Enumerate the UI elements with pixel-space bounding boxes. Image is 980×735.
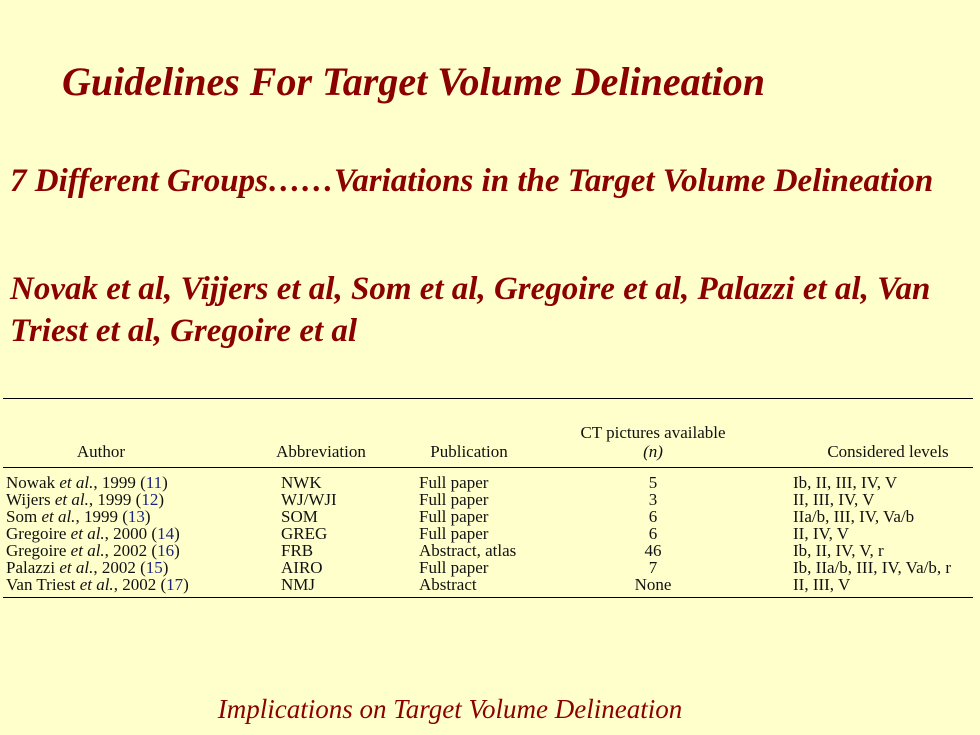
cell-publication: Abstract, atlas [419,541,517,560]
cell-abbreviation: GREG [281,524,328,543]
cell-publication: Full paper [419,558,489,577]
cell-publication: Full paper [419,473,489,492]
cell-publication: Full paper [419,524,489,543]
cell-ct-count: 46 [644,541,662,560]
cell-author: Palazzi et al., 2002 (15) [6,558,169,577]
cell-abbreviation: NWK [281,473,322,492]
table-row [3,559,973,576]
cell-ct-count: 6 [648,507,658,526]
reference-link[interactable]: 14 [157,524,175,543]
cell-ct-count: 6 [648,524,658,543]
table-row [3,508,973,525]
cell-author: Som et al., 1999 (13) [6,507,151,526]
cell-ct-count: 3 [648,490,658,509]
cell-abbreviation: AIRO [281,558,323,577]
table-body [3,468,973,597]
table-row [3,474,973,491]
cell-ct-count: None [634,575,672,594]
authors-subheading: Novak et al, Vijjers et al, Som et al, Gregoire et al, Palazzi et al, Van Triest et al, Gregoire et al [10,271,931,349]
table-row [3,491,973,508]
cell-levels: IIa/b, III, IV, Va/b [793,507,915,526]
reference-link[interactable]: 17 [166,575,184,594]
cell-author: Van Triest et al., 2002 (17) [6,575,189,594]
reference-link[interactable]: 15 [145,558,163,577]
cell-author: Gregoire et al., 2000 (14) [6,524,180,543]
cell-levels: II, III, V [793,575,851,594]
cell-ct-count: 5 [648,473,658,492]
groups-subheading: 7 Different Groups……Variations in the Target Volume Delineation [10,163,934,199]
cell-abbreviation: NMJ [281,575,316,594]
reference-link[interactable]: 13 [127,507,145,526]
cell-ct-count: 7 [648,558,658,577]
cell-publication: Full paper [419,507,489,526]
cell-levels: II, III, IV, V [793,490,875,509]
table-row [3,542,973,559]
cell-levels: Ib, II, III, IV, V [793,473,898,492]
cell-author: Wijers et al., 1999 (12) [6,490,164,509]
header-publication: Publication [430,442,508,461]
cell-author: Gregoire et al., 2002 (16) [6,541,180,560]
slide-title: Guidelines For Target Volume Delineation [62,59,766,104]
cell-abbreviation: WJ/WJI [281,490,337,509]
reference-link[interactable]: 11 [145,473,163,492]
header-ct-pictures: CT pictures available (n) [580,423,726,461]
cell-levels: Ib, II, IV, V, r [793,541,884,560]
cell-levels: II, IV, V [793,524,850,543]
cell-abbreviation: FRB [281,541,314,560]
cell-abbreviation: SOM [281,507,318,526]
guidelines-table [3,398,973,598]
cell-author: Nowak et al., 1999 (11) [6,473,168,492]
header-abbreviation: Abbreviation [276,442,366,461]
cell-levels: Ib, IIa/b, III, IV, Va/b, r [793,558,951,577]
reference-link[interactable]: 12 [141,490,159,509]
cell-publication: Abstract [419,575,477,594]
header-levels: Considered levels [827,442,949,461]
cell-publication: Full paper [419,490,489,509]
reference-link[interactable]: 16 [157,541,175,560]
table-row [3,576,973,593]
table-row [3,525,973,542]
header-author: Author [76,442,126,461]
table-header [3,399,973,468]
implications-caption: Implications on Target Volume Delineation [217,694,683,724]
